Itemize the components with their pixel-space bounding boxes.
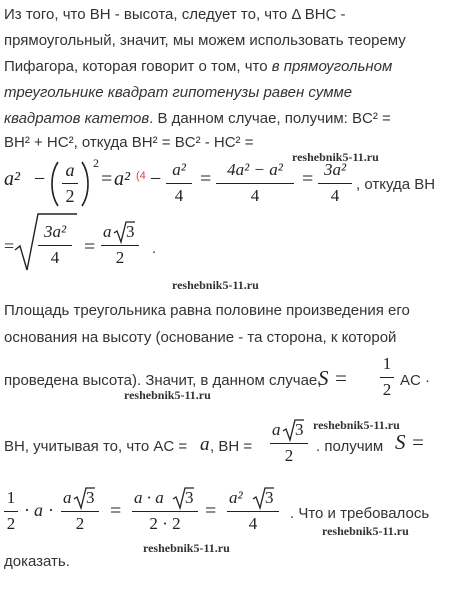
frac-num-a-dot-a: a · a [134,488,164,507]
frac-num-a: a [63,488,72,507]
formula-equals: = [4,236,15,256]
text-line-10: основания на высоту (основание - та сторона, к которой [4,329,397,346]
text-line-5 [4,110,391,128]
text-line-11: проведена высота). Значит, в данном случае, [4,372,322,389]
text-italic: в прямоугольном [271,58,393,75]
frac-den-2-dot-2: 2 · 2 [149,514,181,533]
frac-num-1: 1 [382,354,392,373]
frac-num-4a2-a2: 4a² − a² [227,160,283,179]
text-ac-dot: AC · [400,372,430,389]
frac-num-3: 3 [295,420,304,439]
math-dot: · [24,500,30,520]
red-mark: (4 [136,170,146,182]
frac-den-2: 2 [284,446,294,465]
frac-num-3: 3 [265,488,274,507]
right-paren [80,160,92,208]
frac-num-1: 1 [6,488,16,507]
formula-equals: = [101,168,113,190]
formula-equals: = [200,168,212,190]
frac-den-4: 4 [174,186,184,205]
fraction-bar [38,245,72,246]
formula-S-eq: S = [318,366,348,390]
frac-den-4: 4 [248,514,258,533]
frac-num-a: a [103,222,112,241]
fraction-bar [62,183,78,184]
frac-num-3: 3 [86,488,95,507]
fraction-bar [227,511,279,512]
watermark: reshebnik5-11.ru [172,278,259,292]
fraction-bar [132,511,198,512]
formula-equals: = [205,500,217,522]
text-line-3 [4,58,392,76]
formula-a2: a² [4,168,20,190]
frac-den-2: 2 [65,186,75,206]
text-line-2: прямоугольный, значит, мы можем использовать теорему [4,32,406,49]
watermark: reshebnik5-11.ru [124,388,211,402]
text-line-12b: , BH = [210,438,253,455]
formula-equals: = [84,236,96,258]
text-line-14: доказать. [4,553,70,570]
fraction-bar [270,443,308,444]
frac-num-a2: a² [172,160,186,179]
formula-minus: − [34,168,46,190]
frac-num-3a2: 3a² [323,160,347,179]
formula-equals: = [302,168,314,190]
formula-equals: = [110,500,122,522]
fraction-bar [101,245,139,246]
fraction-bar [166,183,192,184]
watermark: reshebnik5-11.ru [322,524,409,538]
left-paren [48,160,60,208]
frac-den-4: 4 [50,248,60,267]
watermark: reshebnik5-11.ru [292,150,379,164]
math-a: a [34,500,43,520]
frac-num-3: 3 [185,488,194,507]
frac-num-a: a [65,160,75,180]
text-line-13-tail: . Что и требовалось [290,505,430,522]
fraction-bar [61,511,99,512]
text-line-6: BH² + HC², откуда BH² = BC² - HC² = [4,134,254,151]
formula-a2: a² [114,168,130,190]
text-line-4: треугольнике квадрат гипотенузы равен сумме [4,84,353,101]
frac-num-3a2: 3a² [43,222,67,241]
fraction-bar [318,183,352,184]
text-line-12a: BH, учитывая то, что AC = [4,438,188,455]
frac-den-2: 2 [382,380,392,399]
frac-den-2: 2 [75,514,85,533]
watermark: reshebnik5-11.ru [313,418,400,432]
math-dot: · [48,500,54,520]
fraction-bar [216,183,294,184]
frac-den-2: 2 [115,248,125,267]
frac-num-a2: a² [229,488,243,507]
formula-S-eq: S = [395,430,425,454]
watermark: reshebnik5-11.ru [143,541,230,555]
text-plain: Пифагора, которая говорит о том, что [4,58,272,75]
text-otkuda-bh: , откуда BH [356,176,436,193]
formula-minus: − [150,168,162,190]
text-italic: квадратов катетов [4,110,150,127]
exponent-2: 2 [93,156,99,170]
frac-den-4: 4 [250,186,260,205]
math-a: a [200,434,210,455]
text-plain: . В данном случае, получим: BC² = [149,110,391,127]
frac-den-2: 2 [6,514,16,533]
frac-num-3: 3 [126,222,135,241]
frac-den-4: 4 [330,186,340,205]
fraction-bar [4,511,18,512]
text-line-9: Площадь треугольника равна половине произведения его [4,302,410,319]
period: . [152,240,157,257]
text-line-12c: . получим [316,438,384,455]
frac-num-a: a [272,420,281,439]
fraction-bar [380,377,394,378]
text-line-1: Из того, что BH - высота, следует то, что Δ BHC - [4,6,346,23]
